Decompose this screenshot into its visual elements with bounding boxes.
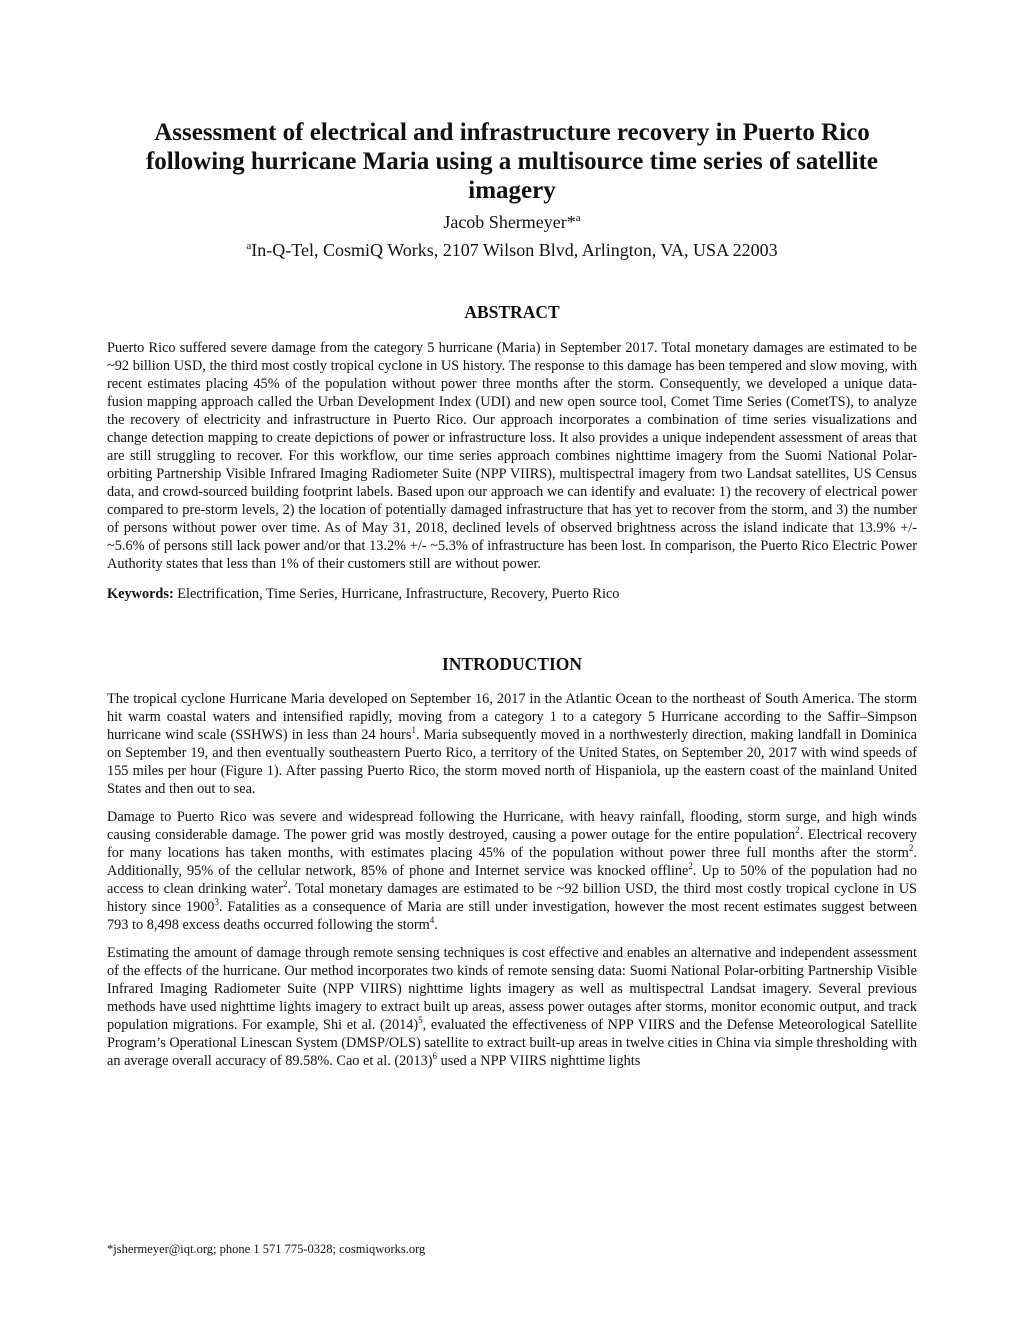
intro-p3-text-b: , evaluated the effectiveness of NPP VIIRS and the Defense Meteorological Satellite Program’s Operational Linescan System (DMSP/OLS) satellite to extract built-up areas in twelve cities in China via simple thresholding with an average overall accuracy of 89.58%. Cao et al. (2013) <box>107 1017 918 1069</box>
affiliation-mark: a <box>246 240 252 252</box>
citation-ref: 6 <box>432 1051 437 1062</box>
paper-title: Assessment of electrical and infrastructure recovery in Puerto Rico following hurricane Maria using a multisource time series of satellite imagery <box>145 119 879 204</box>
citation-ref: 1 <box>411 725 416 736</box>
paper-page <box>107 118 917 1070</box>
citation-ref: 2 <box>688 861 693 872</box>
affiliation-line <box>107 239 917 261</box>
intro-p2-text-e: . Total monetary damages are estimated to be ~92 billion USD, the third most costly tropical cyclone in US history since 1900 <box>107 881 917 915</box>
intro-p1-text-b: . Maria subsequently moved in a northwesterly direction, making landfall in Dominica on September 19, and then eventually southeastern Puerto Rico, a territory of the United States, on September 20, 2017 with wind speeds of 155 miles per hour (Figure 1). After passing Puerto Rico, the storm moved north of Hispaniola, up the eastern coast of the mainland United States and then out to sea. <box>107 727 917 797</box>
introduction-heading: INTRODUCTION <box>441 654 583 674</box>
intro-p3-text-a: Estimating the amount of damage through remote sensing techniques is cost effective and enables an alternative and independent assessment of the effects of the hurricane. Our method incorporates two kinds of remote sensing data: Suomi National Polar-orbiting Partnership Visible Infrared Imaging Radiometer Suite (NPP VIIRS) nighttime lights imagery as well as multispectral Landsat imagery. Several previous methods have used nighttime lights imagery to extract built up areas, assess power outages after storms, monitor economic output, and track population migrations. For example, Shi et al. (2014) <box>107 945 917 1033</box>
intro-p2-text-b: . Electrical recovery for many locations has taken months, with estimates placing 45% of the population without power three full months after the storm <box>107 827 917 861</box>
intro-p1-text-a: The tropical cyclone Hurricane Maria developed on September 16, 2017 in the Atlantic Ocean to the northeast of South America. The storm hit warm coastal waters and intensified rapidly, moving from a category 1 to a category 5 Hurricane according to the Saffir–Simpson hurricane wind scale (SSHWS) in less than 24 hours <box>107 691 917 743</box>
citation-ref: 2 <box>908 843 914 854</box>
citation-ref: 4 <box>429 915 435 926</box>
affiliation-text: In-Q-Tel, CosmiQ Works, 2107 Wilson Blvd, Arlington, VA, USA 22003 <box>251 240 778 260</box>
abstract-heading: ABSTRACT <box>464 302 560 322</box>
citation-ref: 3 <box>214 897 219 908</box>
abstract-body: Puerto Rico suffered severe damage from the category 5 hurricane (Maria) in September 2017. Total monetary damages are estimated to be ~92 billion USD, the third most costly tropical cyclone in US history. The response to this damage has been tempered and slow moving, with recent estimates placing 45% of the population without power three months after the storm. Consequently, we developed a unique data-fusion mapping approach called the Urban Development Index (UDI) and new open source tool, Comet Time Series (CometTS), to analyze the recovery of electricity and infrastructure in Puerto Rico. Our approach incorporates a combination of time series visualizations and change detection mapping to create depictions of power or infrastructure loss. It also provides a unique independent assessment of areas that are still struggling to recover. For this workflow, our time series approach combines nighttime imagery from the Suomi National Polar-orbiting Partnership Visible Infrared Imaging Radiometer Suite (NPP VIIRS), multispectral imagery from two Landsat satellites, US Census data, and crowd-sourced building footprint labels. Based upon our approach we can identify and evaluate: 1) the recovery of electrical power compared to pre-storm levels, 2) the location of potentially damaged infrastructure that has yet to recover from the storm, and 3) the number of persons without power over time. As of May 31, 2018, declined levels of observed brightness across the island indicate that 13.9% +/- ~5.6% of persons still lack power and/or that 13.2% +/- ~5.3% of infrastructure has been lost. In comparison, the Puerto Rico Electric Power Authority states that less than 1% of their customers still are without power. <box>107 340 917 572</box>
citation-ref: 2 <box>795 825 800 836</box>
intro-p2-text-f: . Fatalities as a consequence of Maria are still under investigation, however the most recent estimates suggest between 793 to 8,498 excess deaths occurred following the storm <box>107 899 917 933</box>
author-contact-footnote: *jshermeyer@iqt.org; phone 1 571 775-0328; cosmiqworks.org <box>107 1242 426 1256</box>
introduction-paragraph-1 <box>107 690 917 798</box>
keywords-line <box>107 585 917 603</box>
intro-p2-text-g: . <box>434 917 438 933</box>
citation-ref: 5 <box>418 1015 423 1026</box>
author-name: Jacob Shermeyer* <box>443 212 576 232</box>
author-line <box>107 211 917 233</box>
introduction-paragraph-3 <box>107 944 917 1070</box>
intro-p3-text-c: used a NPP VIIRS nighttime lights <box>437 1053 641 1069</box>
intro-p2-text-c: . Additionally, 95% of the cellular network, 85% of phone and Internet service was knocked offline <box>107 845 917 879</box>
introduction-paragraph-2 <box>107 808 917 934</box>
citation-ref: 2 <box>282 879 288 890</box>
author-affiliation-mark: a <box>575 212 581 224</box>
intro-p2-text-a: Damage to Puerto Rico was severe and widespread following the Hurricane, with heavy rainfall, flooding, storm surge, and high winds causing considerable damage. The power grid was mostly destroyed, causing a power outage for the entire population <box>107 809 917 843</box>
keywords-list: Electrification, Time Series, Hurricane, Infrastructure, Recovery, Puerto Rico <box>177 586 620 602</box>
intro-p2-text-d: . Up to 50% of the population had no access to clean drinking water <box>107 863 918 897</box>
keywords-label: Keywords: <box>107 586 174 602</box>
